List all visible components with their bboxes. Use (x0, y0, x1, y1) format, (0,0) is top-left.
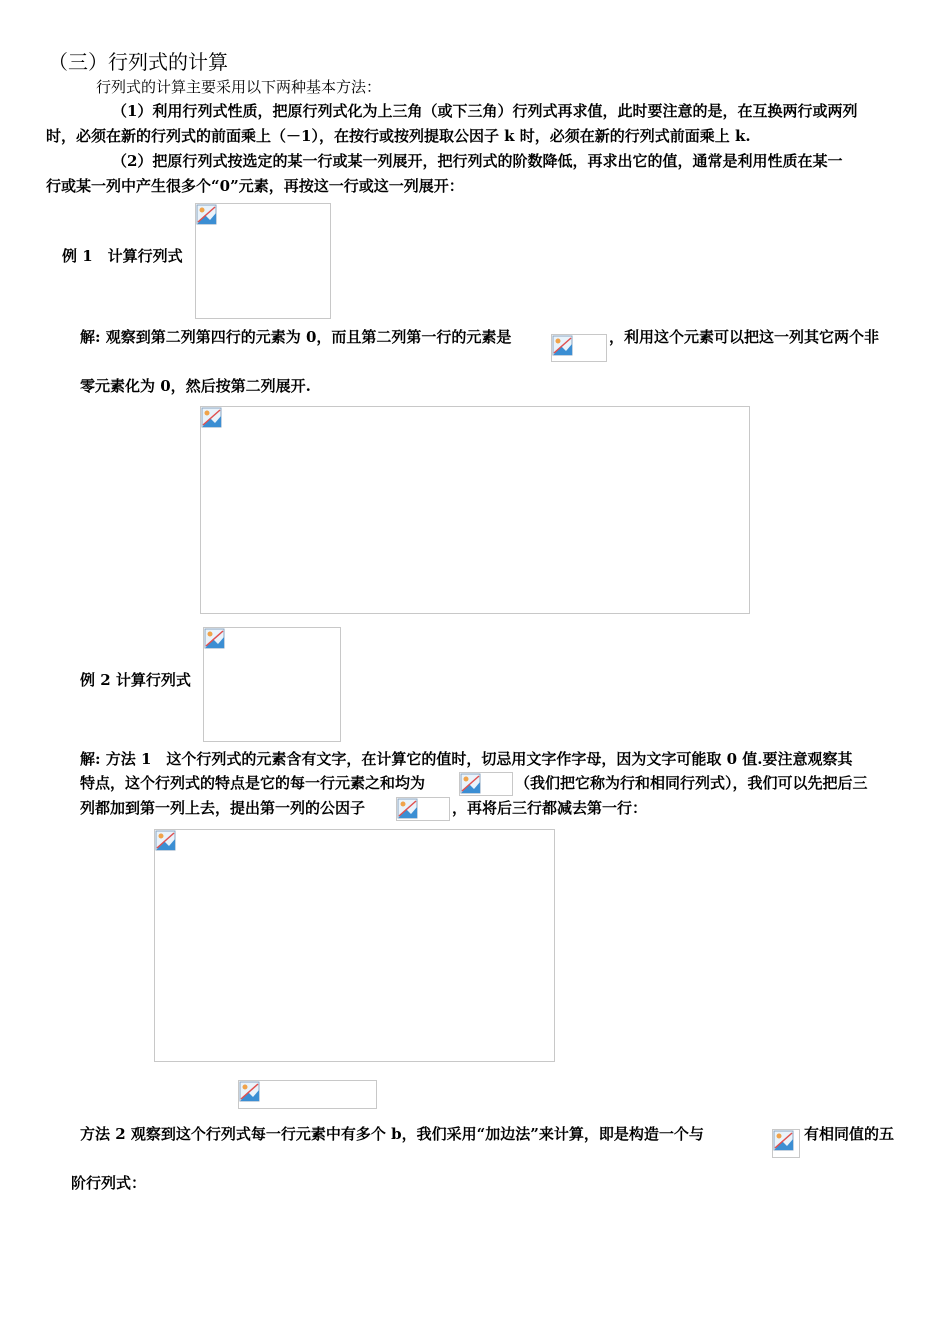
method2-line2: 行或某一列中产生很多个“0”元素，再按这一行或这一列展开： (46, 177, 464, 195)
solution2-line2-b: （我们把它称为行和相同行列式），我们可以先把后三 (515, 774, 868, 792)
inline-image-row-sum (459, 772, 513, 796)
determinant-image-2 (203, 627, 341, 742)
method2b-line1-b: 有相同值的五 (804, 1125, 895, 1143)
intro-text: 行列式的计算主要采用以下两种基本方法： (96, 78, 382, 96)
solution2-line2-a: 特点，这个行列式的特点是它的每一行元素之和均为 (80, 774, 426, 792)
solution2-line3-a: 列都加到第一列上去，提出第一列的公因子 (80, 799, 366, 817)
section-heading: （三）行列式的计算 (48, 50, 228, 74)
expansion-image-2 (154, 829, 555, 1062)
solution2-line3-b: ，再将后三行都减去第一行： (452, 799, 648, 817)
example2-label: 例 2 计算行列式 (80, 671, 191, 689)
method1-line2: 时，必须在新的行列式的前面乘上（－1），在按行或按列提取公因子 k 时，必须在新的行列式前面乘上 k. (46, 127, 751, 145)
solution2-line1: 解: 方法 1 这个行列式的元素含有文字，在计算它的值时，切忌用文字作字母，因为文字可能取 0 值.要注意观察其 (80, 750, 853, 768)
solution1-line2: 零元素化为 0，然后按第二列展开. (80, 377, 311, 395)
expansion-image-1 (200, 406, 750, 614)
inline-image-determinant-ref (772, 1129, 800, 1158)
determinant-image-1 (195, 203, 331, 319)
method2b-line1-a: 方法 2 观察到这个行列式每一行元素中有多个 b，我们采用“加边法”来计算，即是构造一个与 (80, 1125, 704, 1143)
method1-line1: （1）利用行列式性质，把原行列式化为上三角（或下三角）行列式再求值，此时要注意的是，在互换两行或两列 (112, 102, 858, 120)
solution1-part1: 解: 观察到第二列第四行的元素为 0，而且第二列第一行的元素是 (80, 328, 512, 346)
result-image (238, 1080, 377, 1109)
example1-label: 例 1 计算行列式 (62, 247, 183, 265)
method2-line1: （2）把原行列式按选定的某一行或某一列展开，把行列式的阶数降低，再求出它的值，通常是利用性质在某一 (112, 152, 843, 170)
inline-image-element (551, 334, 607, 362)
solution1-part2: ，利用这个元素可以把这一列其它两个非 (609, 328, 880, 346)
inline-image-common-factor (396, 797, 450, 821)
method2b-line2: 阶行列式： (71, 1174, 147, 1192)
